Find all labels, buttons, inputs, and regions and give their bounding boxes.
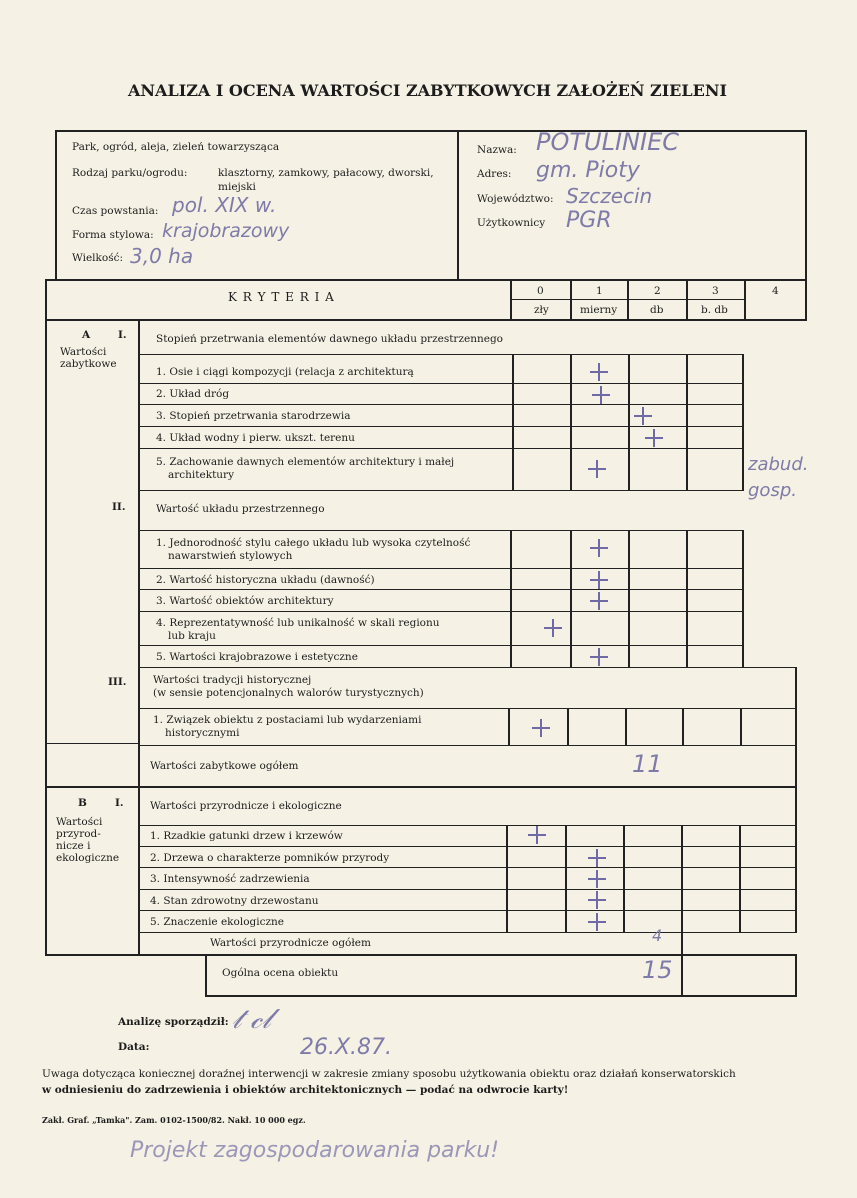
divider — [138, 490, 744, 491]
plus-mark — [588, 590, 610, 612]
col-4-num: 4 — [772, 285, 779, 297]
park-type-options-2: miejski — [218, 181, 256, 193]
divider — [45, 279, 807, 281]
divider — [138, 787, 140, 955]
divider — [138, 645, 744, 646]
section-a-roman: I. — [118, 329, 127, 341]
plus-mark — [588, 569, 610, 591]
a1-item-5: 5. Zachowanie dawnych elementów architektury i małej — [156, 456, 455, 468]
users-value: PGR — [566, 208, 612, 233]
size-label: Wielkość: — [72, 252, 124, 264]
a1-item-2: 2. Układ dróg — [156, 388, 230, 400]
divider — [686, 354, 688, 490]
divider — [681, 825, 683, 932]
col-2-num: 2 — [654, 285, 661, 297]
a2-item-5: 5. Wartości krajobrazowe i estetyczne — [156, 651, 358, 663]
divider — [138, 889, 796, 890]
divider — [138, 611, 744, 612]
divider — [681, 955, 683, 997]
plus-mark — [586, 868, 608, 890]
col-2-label: db — [650, 304, 664, 316]
divider — [138, 910, 796, 911]
style-label: Forma stylowa: — [72, 229, 154, 241]
col-0-num: 0 — [537, 285, 544, 297]
printer-info: Zakł. Graf. „Tamka". Zam. 0102-1500/82. Nakł. 10 000 egz. — [42, 1115, 306, 1125]
divider — [138, 932, 796, 933]
plus-mark — [588, 537, 610, 559]
divider — [45, 954, 797, 956]
col-0-label: zły — [534, 304, 549, 316]
divider — [739, 825, 741, 932]
section-b-title-3: nicze i — [56, 840, 91, 852]
divider — [570, 354, 572, 490]
analysis-label: Analizę sporządził: — [118, 1016, 229, 1028]
plus-mark — [586, 458, 608, 480]
b-item-4: 4. Stan zdrowotny drzewostanu — [150, 895, 319, 907]
section-b-title-4: ekologiczne — [56, 852, 120, 864]
divider — [506, 825, 508, 932]
plus-mark — [590, 384, 612, 406]
divider — [138, 319, 140, 787]
b-item-5: 5. Znaczenie ekologiczne — [150, 916, 285, 928]
a3-heading: Wartości tradycji historycznej — [153, 674, 312, 686]
a2-item-2: 2. Wartość historyczna układu (dawność) — [156, 574, 375, 586]
section-b-title-1: Wartości — [56, 816, 103, 828]
a2-item-3: 3. Wartość obiektów architektury — [156, 595, 334, 607]
a2-heading: Wartość układu przestrzennego — [156, 503, 325, 515]
col-1-label: mierny — [580, 304, 618, 316]
divider — [138, 530, 744, 531]
park-type-label: Rodzaj parku/ogrodu: — [72, 167, 188, 179]
section-b-title-2: przyrod- — [56, 828, 101, 840]
divider — [795, 787, 797, 933]
a1-item-4: 4. Układ wodny i pierw. ukszt. terenu — [156, 432, 355, 444]
divider — [567, 708, 569, 746]
col-3-label: b. db — [701, 304, 728, 316]
date-label: Data: — [118, 1041, 150, 1053]
a1-item-5b: architektury — [168, 469, 235, 481]
section-a2-roman: II. — [112, 501, 126, 513]
divider — [570, 530, 572, 667]
date-value: 26.X.87. — [300, 1035, 393, 1060]
divider — [205, 995, 797, 997]
divider — [138, 383, 744, 384]
divider — [625, 708, 627, 746]
divider — [45, 319, 807, 321]
a3-item-1: 1. Związek obiektu z postaciami lub wydarzeniami — [153, 714, 422, 726]
divider — [138, 745, 796, 746]
divider — [510, 299, 745, 300]
plus-mark — [586, 911, 608, 933]
divider — [138, 867, 796, 868]
a3-heading-2: (w sensie potencjonalnych walorów turystycznych) — [153, 687, 424, 699]
divider — [681, 932, 683, 956]
divider — [138, 354, 744, 355]
address-label: Adres: — [477, 168, 512, 180]
divider — [627, 279, 629, 321]
section-b-letter: B — [78, 797, 87, 809]
divider — [512, 354, 514, 490]
divider — [742, 530, 744, 667]
section-a3-roman: III. — [108, 676, 127, 688]
name-value: POTULINIEC — [536, 128, 679, 156]
section-a-letter: A — [82, 329, 91, 341]
divider — [138, 568, 744, 569]
divider — [682, 708, 684, 746]
created-label: Czas powstania: — [72, 205, 159, 217]
divider — [795, 667, 797, 787]
bottom-handwritten-note: Projekt zagospodarowania parku! — [130, 1138, 500, 1163]
a2-item-1b: nawarstwień stylowych — [168, 550, 293, 562]
section-b-roman: I. — [115, 797, 124, 809]
divider — [508, 708, 510, 746]
a-total-value: 11 — [632, 750, 663, 778]
divider — [510, 279, 512, 321]
address-value: gm. Pioty — [536, 158, 640, 183]
a2-item-4b: lub kraju — [168, 630, 216, 642]
margin-note: zabud. gosp. — [748, 454, 809, 501]
b-heading: Wartości przyrodnicze i ekologiczne — [150, 800, 342, 812]
divider — [805, 130, 807, 280]
plus-mark — [588, 361, 610, 383]
a1-heading: Stopień przetrwania elementów dawnego układu przestrzennego — [156, 333, 503, 345]
b-item-1: 1. Rzadkie gatunki drzew i krzewów — [150, 830, 343, 842]
size-value: 3,0 ha — [130, 244, 194, 268]
divider — [205, 955, 207, 997]
overall-value: 15 — [642, 956, 673, 984]
b-item-3: 3. Intensywność zadrzewienia — [150, 873, 310, 885]
divider — [138, 589, 744, 590]
overall-label: Ogólna ocena obiektu — [222, 967, 339, 979]
a1-item-1: 1. Osie i ciągi kompozycji (relacja z architekturą — [156, 366, 414, 378]
divider — [45, 743, 139, 744]
a1-item-3: 3. Stopień przetrwania starodrzewia — [156, 410, 351, 422]
divider — [744, 279, 746, 321]
divider — [138, 825, 796, 826]
divider — [628, 354, 630, 490]
divider — [138, 708, 796, 709]
plus-mark — [632, 405, 654, 427]
divider — [742, 354, 744, 490]
name-label: Nazwa: — [477, 144, 517, 156]
footer-note: Uwaga dotycząca koniecznej doraźnej interwencji w zakresie zmiany sposobu użytkowania obiektu oraz działań konserwatorskich — [42, 1068, 736, 1080]
divider — [628, 530, 630, 667]
plus-mark — [586, 847, 608, 869]
divider — [510, 530, 512, 667]
park-label: Park, ogród, aleja, zieleń towarzysząca — [72, 141, 280, 153]
divider — [795, 955, 797, 997]
footer-note-2: w odniesieniu do zadrzewienia i obiektów architektonicznych — podać na odwrocie karty! — [42, 1084, 569, 1096]
a3-item-1b: historycznymi — [165, 727, 240, 739]
divider — [138, 667, 796, 668]
a2-item-1: 1. Jednorodność stylu całego układu lub wysoka czytelność — [156, 537, 471, 549]
a-total-label: Wartości zabytkowe ogółem — [150, 760, 299, 772]
section-a-title: Wartości zabytkowe — [60, 346, 117, 370]
voivodeship-value: Szczecin — [566, 184, 653, 208]
divider — [686, 279, 688, 321]
divider — [55, 130, 57, 280]
b-total-value: 4 — [652, 926, 663, 945]
col-3-num: 3 — [712, 285, 719, 297]
plus-mark — [588, 646, 610, 668]
created-value: pol. XIX w. — [172, 193, 277, 217]
divider — [570, 279, 572, 321]
divider — [45, 786, 797, 788]
divider — [138, 846, 796, 847]
divider — [457, 130, 459, 280]
signature: 𝓉 𝒸𝓁 — [232, 1002, 271, 1035]
page-title: ANALIZA I OCENA WARTOŚCI ZABYTKOWYCH ZAŁOŻEŃ ZIELENI — [128, 81, 727, 100]
plus-mark — [643, 427, 665, 449]
a2-item-4: 4. Reprezentatywność lub unikalność w skali regionu — [156, 617, 440, 629]
b-total-label: Wartości przyrodnicze ogółem — [210, 937, 371, 949]
plus-mark — [586, 889, 608, 911]
divider — [686, 530, 688, 667]
col-1-num: 1 — [596, 285, 603, 297]
criteria-header: K R Y T E R I A — [228, 290, 335, 304]
b-item-2: 2. Drzewa o charakterze pomników przyrody — [150, 852, 390, 864]
users-label: Użytkownicy — [477, 217, 546, 229]
divider — [45, 279, 47, 956]
divider — [55, 130, 807, 132]
style-value: krajobrazowy — [162, 220, 290, 242]
divider — [740, 708, 742, 746]
park-type-options: klasztorny, zamkowy, pałacowy, dworski, — [218, 167, 434, 179]
divider — [565, 825, 567, 932]
plus-mark — [530, 717, 552, 739]
plus-mark — [526, 824, 548, 846]
plus-mark — [542, 617, 564, 639]
voivodeship-label: Województwo: — [477, 193, 554, 205]
divider — [623, 825, 625, 932]
divider — [805, 279, 807, 321]
